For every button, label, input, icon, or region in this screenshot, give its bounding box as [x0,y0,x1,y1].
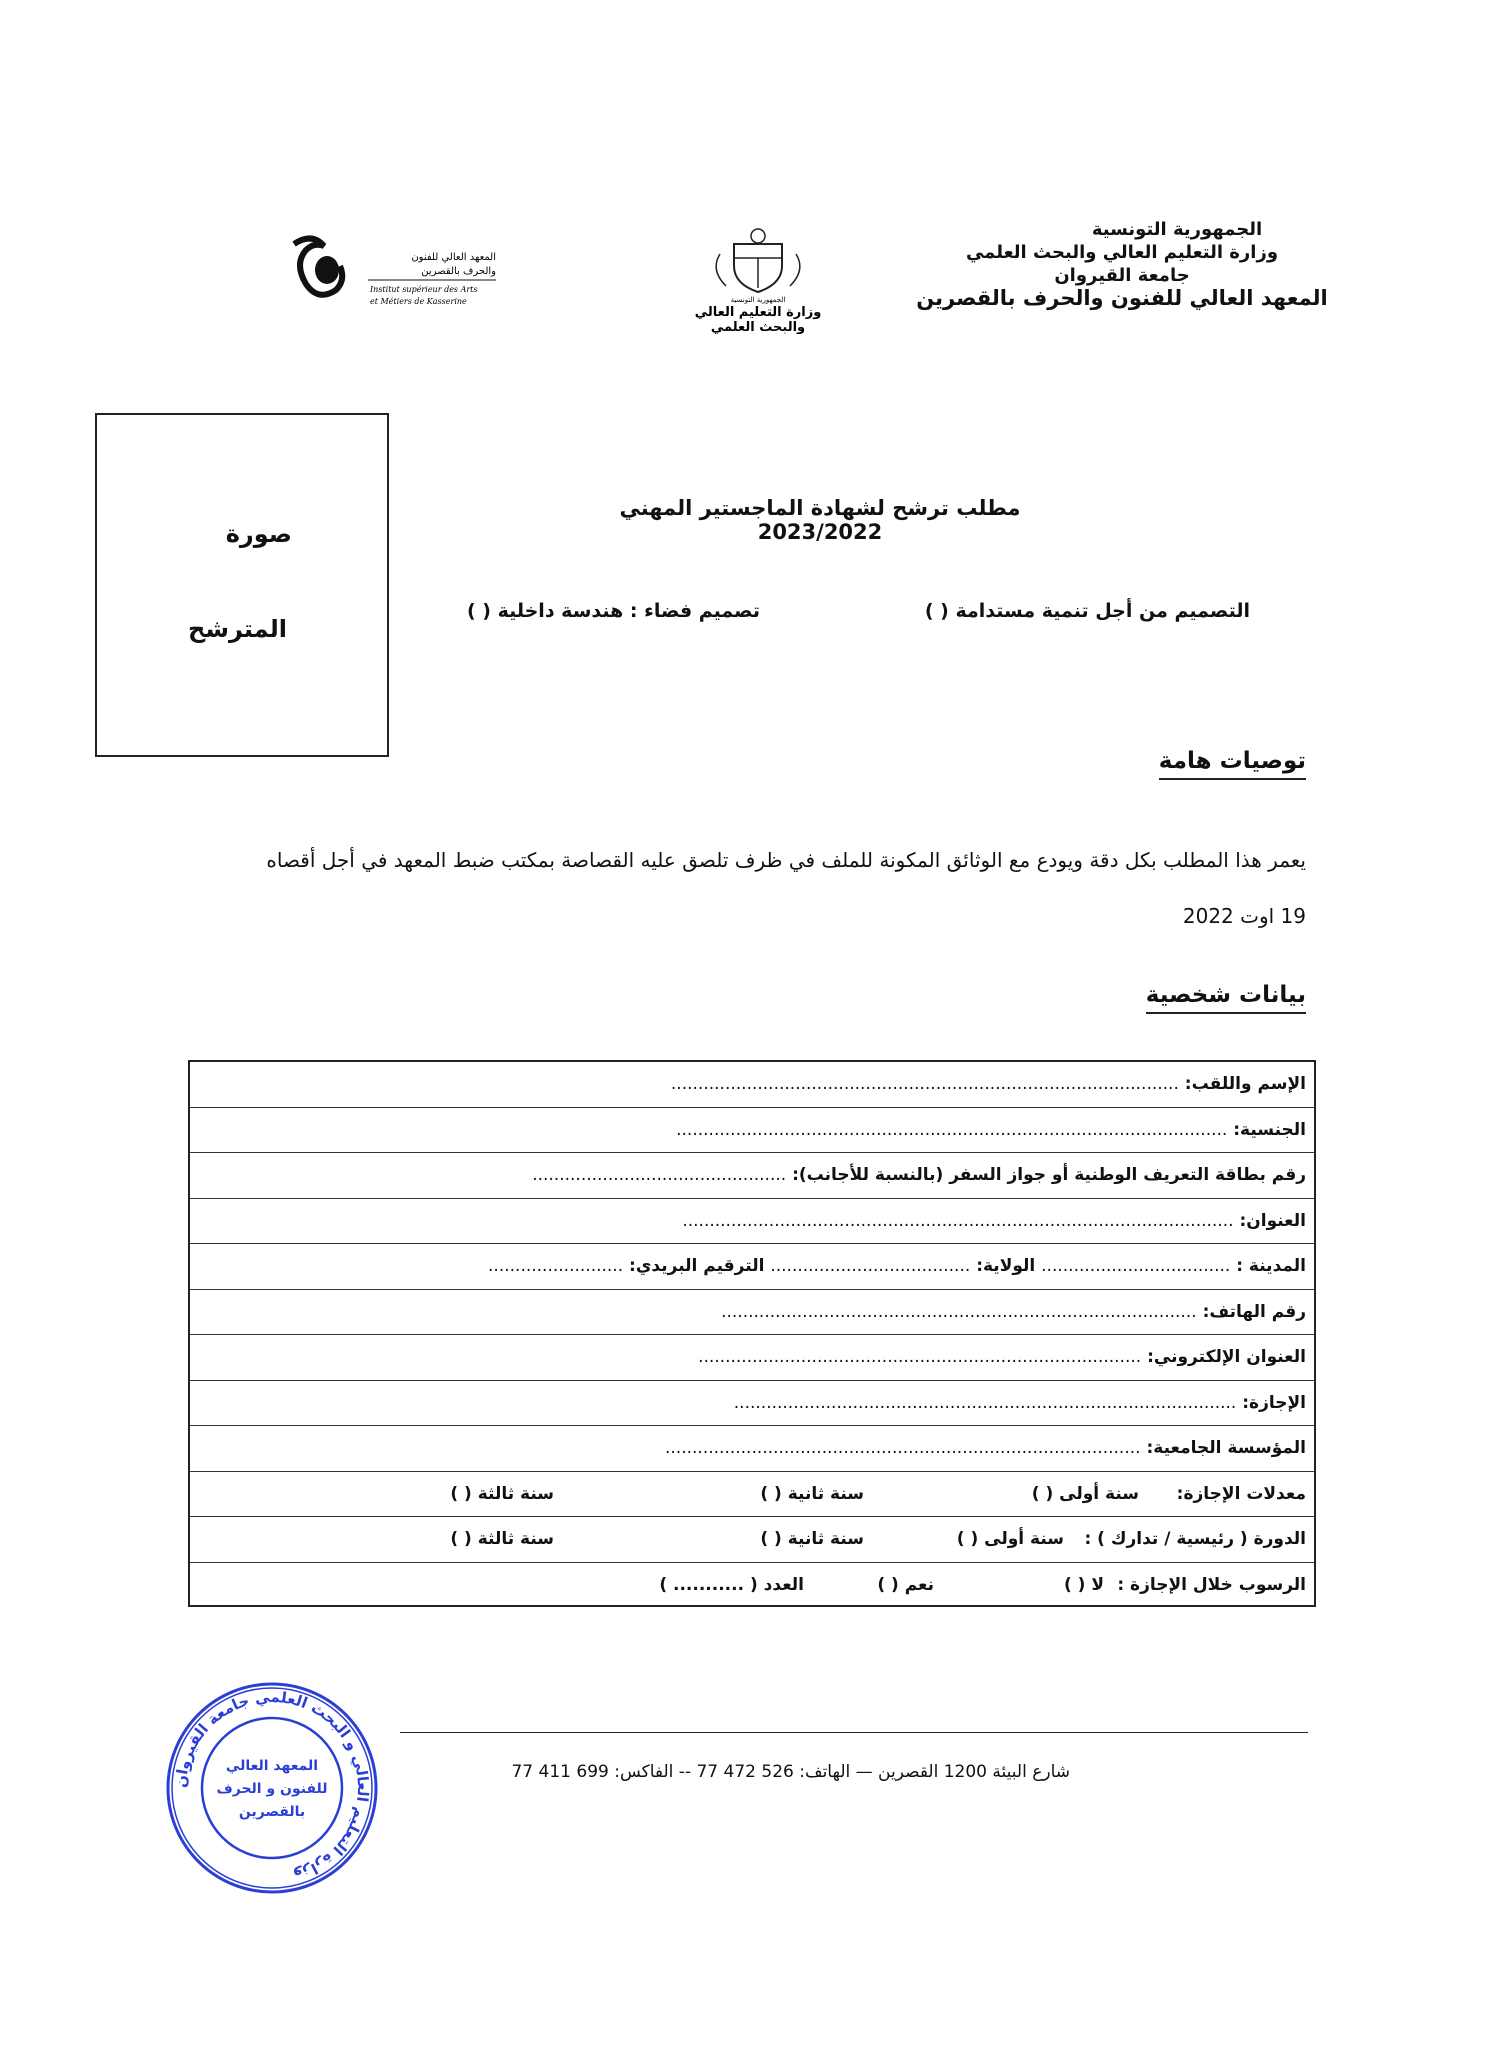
failure-no[interactable]: لا ( ) [1063,1574,1104,1595]
institute-logo [282,232,512,322]
address-field[interactable]: ...................................................................................................... [682,1210,1234,1231]
ministry-name: وزارة التعليم العالي والبحث العلمي [965,242,1279,263]
stamp-line1: المعهد العالي [225,1758,319,1774]
emblem-caption-2: وزارة التعليم العالي [694,305,822,320]
id-field[interactable]: ............................................... [532,1165,787,1185]
row-email[interactable] [190,1335,1314,1381]
name-field[interactable]: .............................................................................................. [670,1074,1179,1094]
row-name[interactable] [190,1062,1314,1108]
university-name: جامعة القيروان [1054,265,1190,286]
logo-text-fr-2: et Métiers de Kasserine [370,297,467,306]
option-interior-architecture[interactable]: تصميم فضاء : هندسة داخلية ( ) [466,600,760,622]
recommendations-heading: توصيات هامة [1159,748,1306,780]
state-field[interactable]: ..................................... [770,1256,971,1276]
nationality-field[interactable]: ...................................................................................................... [676,1119,1228,1140]
row-nationality[interactable] [190,1108,1314,1154]
id-label: رقم بطاقة التعريف الوطنية أو جواز السفر (بالنسبة للأجانب): [792,1165,1306,1185]
averages-year1[interactable]: سنة أولى ( ) [1031,1483,1139,1504]
session-year3[interactable]: سنة ثالثة ( ) [450,1529,554,1549]
session-year1[interactable]: سنة أولى ( ) [956,1529,1064,1549]
postal-field[interactable]: ......................... [488,1256,624,1276]
row-session[interactable] [190,1517,1314,1563]
city-label: المدينة : [1236,1256,1306,1276]
recommendations-line1: يعمر هذا المطلب بكل دقة ويودع مع الوثائق المكونة للملف في ظرف تلصق عليه القصاصة بمكتب ضبط المعهد في أجل أقصاه [266,848,1306,872]
candidate-photo-box [95,413,389,757]
email-field[interactable]: .................................................................................. [698,1347,1142,1367]
stamp-line3: بالقصرين [238,1804,306,1820]
official-stamp [162,1678,382,1898]
photo-label-line1: صورة [225,520,292,548]
degree-label: الإجازة: [1242,1392,1306,1413]
averages-year2[interactable]: سنة ثانية ( ) [760,1483,864,1504]
averages-year3[interactable]: سنة ثالثة ( ) [450,1483,554,1504]
coat-of-arms-icon [648,214,868,334]
failure-count[interactable]: العدد ( ........... ) [659,1574,804,1595]
emblem-caption-3: والبحث العلمي [710,320,806,334]
failure-yes[interactable]: نعم ( ) [877,1574,934,1595]
session-label: الدورة ( رئيسية / تدارك ) : [1084,1529,1306,1549]
nationality-label: الجنسية: [1233,1119,1306,1140]
institution-header [862,218,1382,310]
phone-field[interactable]: ........................................................................................ [721,1301,1197,1322]
stamp-icon [162,1678,382,1898]
name-label: الإسم واللقب: [1184,1074,1306,1094]
row-phone[interactable] [190,1290,1314,1336]
institute-logo-icon [282,232,512,322]
emblem-caption-1: الجمهورية التونسية [730,296,786,304]
row-averages[interactable] [190,1472,1314,1518]
row-id-number[interactable] [190,1153,1314,1199]
session-year2[interactable]: سنة ثانية ( ) [760,1529,864,1549]
state-label: الولاية: [976,1256,1036,1276]
row-degree[interactable] [190,1381,1314,1427]
address-label: العنوان: [1239,1210,1306,1231]
footer-address: شارع البيئة 1200 القصرين — الهاتف: 526 472 77 -- الفاكس: 699 411 77 [511,1762,1070,1782]
failure-label: الرسوب خلال الإجازة : [1117,1574,1306,1595]
ministry-emblem [648,214,868,334]
institute-name: المعهد العالي للفنون والحرف بالقصرين [916,286,1328,310]
stamp-line2: للفنون و الحرف [216,1781,328,1797]
postal-label: الترقيم البريدي: [629,1256,765,1276]
city-field[interactable]: ................................... [1041,1256,1231,1276]
row-address[interactable] [190,1199,1314,1245]
email-label: العنوان الإلكتروني: [1147,1347,1306,1367]
republic-name: الجمهورية التونسية [1091,219,1263,240]
recommendations-line2: 19 اوت 2022 [1182,904,1306,928]
personal-data-table [188,1060,1316,1607]
stamp-outer-ring: وزارة التعليم العالي و البحث العلمي جامعة القيروان [171,1687,373,1885]
form-title: مطلب ترشح لشهادة الماجستير المهني 2023/2022 [619,496,1021,544]
institution-field[interactable]: ........................................................................................ [665,1438,1141,1458]
institution-label: المؤسسة الجامعية: [1146,1438,1306,1458]
logo-text-ar-2: والحرف بالقصرين [421,266,496,277]
option-sustainable-design[interactable]: التصميم من أجل تنمية مستدامة ( ) [924,600,1250,622]
degree-field[interactable]: ............................................................................................. [733,1392,1237,1413]
logo-text-ar-1: المعهد العالي للفنون [411,252,496,263]
row-city[interactable] [190,1244,1314,1290]
row-failure[interactable] [190,1563,1314,1609]
footer-divider [400,1732,1308,1733]
row-institution[interactable] [190,1426,1314,1472]
averages-label: معدلات الإجازة: [1176,1483,1306,1504]
photo-label-line2: المترشح [188,615,287,643]
recommendations-text [186,832,1306,944]
logo-text-fr-1: Institut supérieur des Arts [370,285,478,294]
personal-data-heading: بيانات شخصية [1146,982,1306,1014]
phone-label: رقم الهاتف: [1202,1301,1306,1322]
